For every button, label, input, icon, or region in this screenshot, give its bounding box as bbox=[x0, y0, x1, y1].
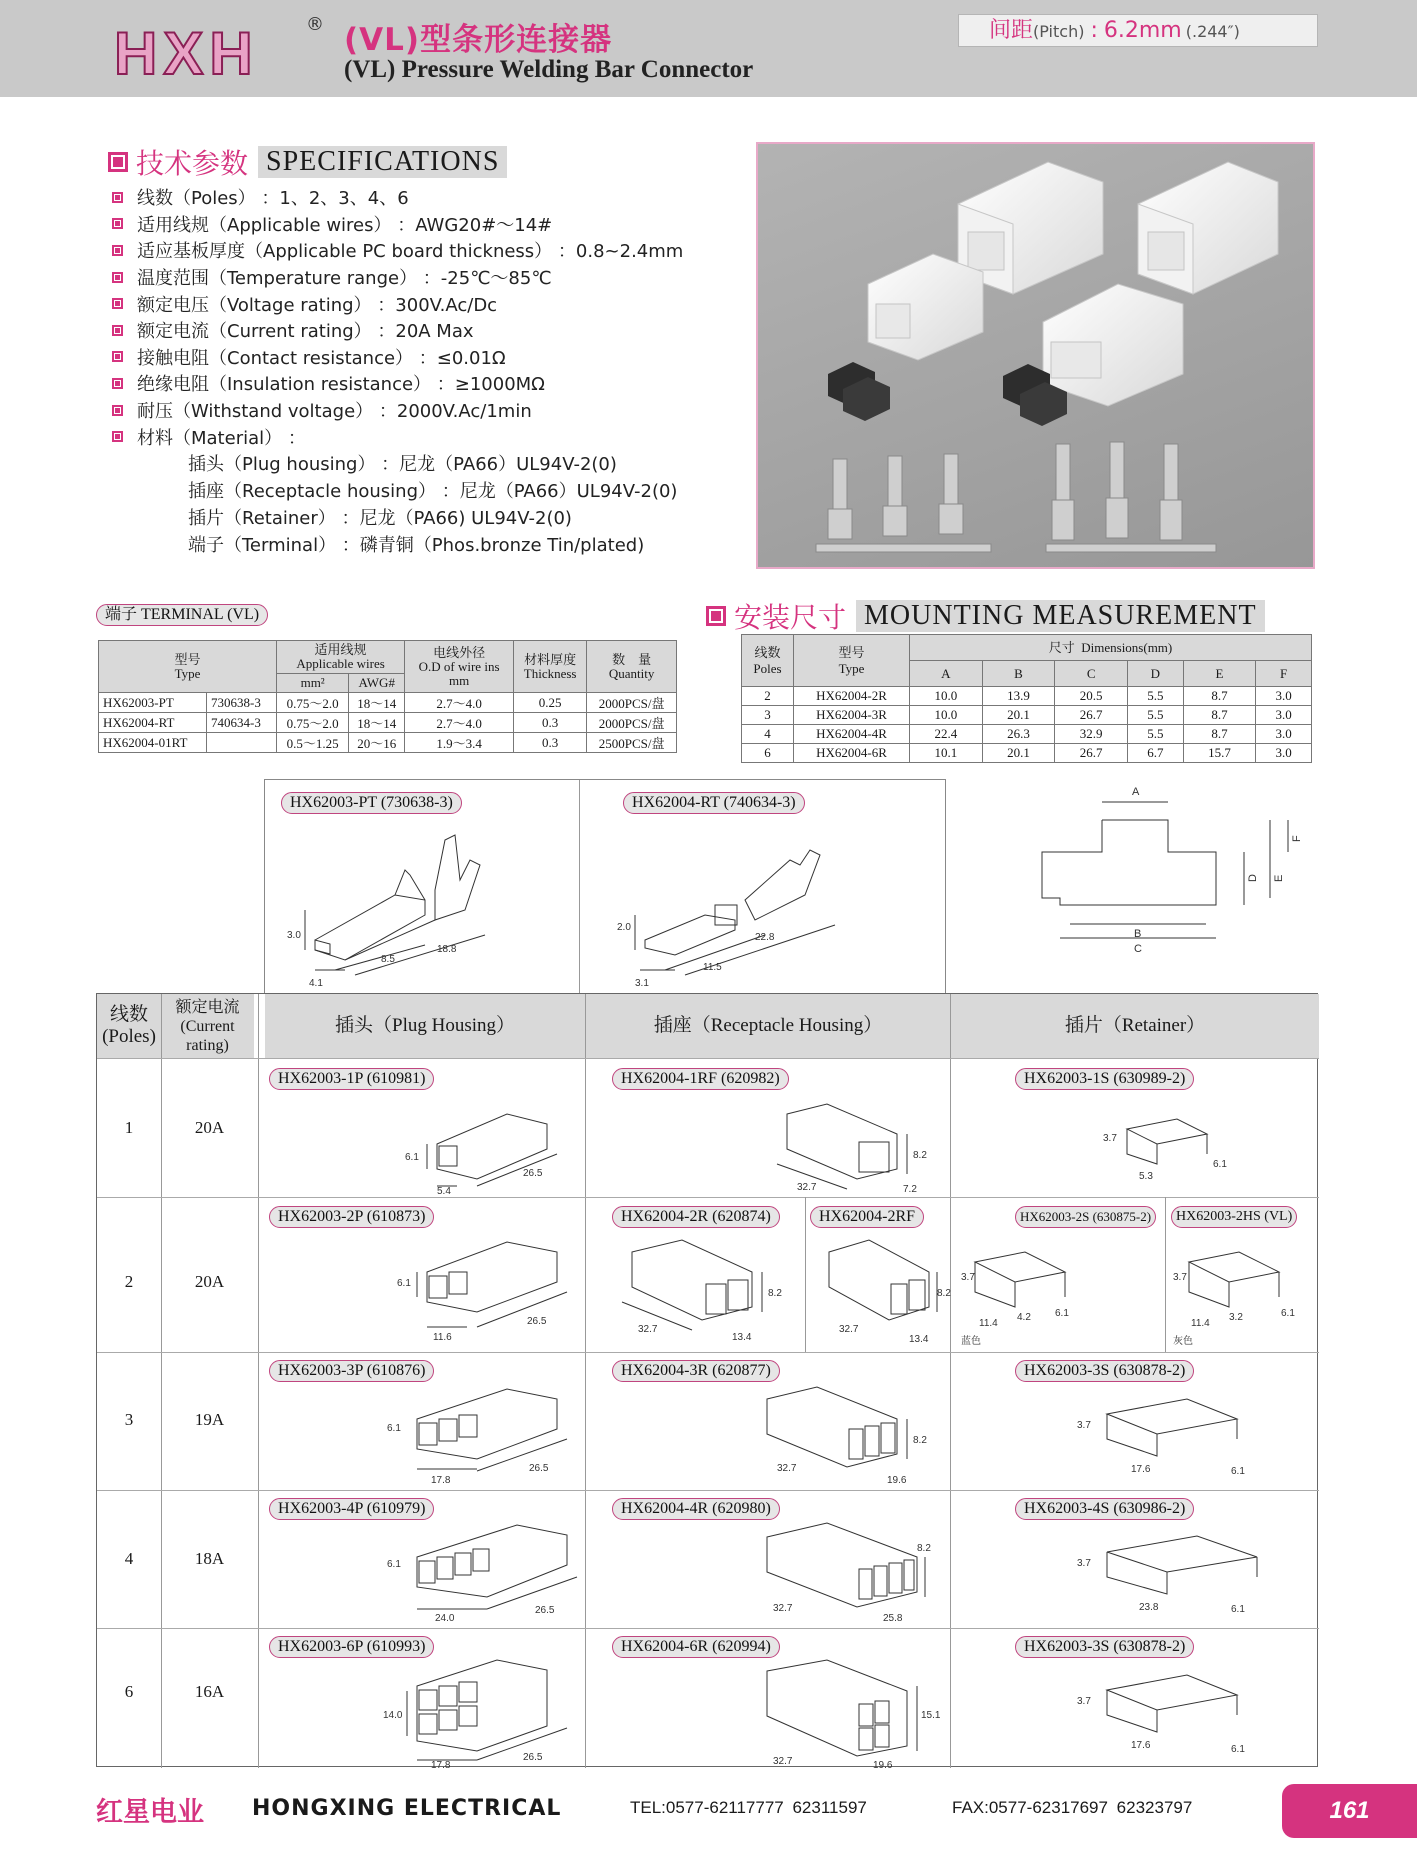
svg-text:3.7: 3.7 bbox=[1173, 1272, 1187, 1283]
material-item: 插头（Plug housing） ：尼龙（PA66）UL94V-2(0) bbox=[188, 454, 617, 476]
svg-text:19.6: 19.6 bbox=[887, 1475, 907, 1486]
grid-line bbox=[258, 994, 259, 1768]
grid-line bbox=[805, 1197, 806, 1352]
retainer-tag: HX62003-2HS (VL) bbox=[1171, 1206, 1297, 1228]
svg-text:6.1: 6.1 bbox=[1231, 1744, 1245, 1755]
row-poles: 2 bbox=[124, 1272, 134, 1291]
plug-drawing bbox=[377, 1656, 577, 1771]
receptacle-tag: HX62004-1RF (620982) bbox=[612, 1068, 789, 1090]
retainer-tag: HX62003-1S (630989-2) bbox=[1015, 1068, 1194, 1090]
terminal-table bbox=[98, 640, 677, 753]
terminal-type-header: 型号 Type bbox=[99, 641, 277, 693]
svg-text:17.8: 17.8 bbox=[431, 1760, 451, 1771]
svg-text:17.6: 17.6 bbox=[1131, 1740, 1151, 1751]
svg-text:3.2: 3.2 bbox=[1229, 1312, 1243, 1323]
specifications-title-cn: 技术参数 bbox=[136, 147, 249, 180]
row-current: 16A bbox=[194, 1682, 225, 1701]
terminal-rt-drawing bbox=[595, 820, 895, 990]
grid-line bbox=[950, 994, 951, 1768]
terminal-od-header: 电线外径 O.D of wire ins mm bbox=[405, 641, 514, 693]
pitch-label-cn: 间距 bbox=[989, 18, 1034, 43]
plug-tag: HX62003-4P (610979) bbox=[269, 1498, 434, 1520]
spec-item: 适应基板厚度（Applicable PC board thickness） ：0.8~2.4mm bbox=[112, 237, 683, 264]
bullet-icon bbox=[112, 325, 123, 336]
svg-text:8.2: 8.2 bbox=[768, 1288, 782, 1299]
material-item: 插座（Receptacle housing） ：尼龙（PA66）UL94V-2(0) bbox=[188, 481, 678, 503]
bullet-icon bbox=[112, 218, 123, 229]
svg-text:14.0: 14.0 bbox=[383, 1710, 403, 1721]
svg-text:6.1: 6.1 bbox=[1231, 1466, 1245, 1477]
svg-text:32.7: 32.7 bbox=[839, 1324, 859, 1335]
plug-drawing bbox=[377, 1517, 582, 1627]
plug-drawing bbox=[397, 1094, 577, 1197]
terminal-rt-tag: HX62004-RT (740634-3) bbox=[623, 792, 805, 814]
specifications-title-en: SPECIFICATIONS bbox=[258, 146, 507, 178]
company-name-cn: 红星电业 bbox=[96, 1797, 204, 1828]
svg-text:3.7: 3.7 bbox=[1077, 1420, 1091, 1431]
svg-text:8.2: 8.2 bbox=[917, 1543, 931, 1554]
terminal-awg-header: AWG# bbox=[349, 673, 405, 692]
svg-text:6.1: 6.1 bbox=[1213, 1159, 1227, 1170]
svg-text:26.5: 26.5 bbox=[535, 1605, 555, 1616]
svg-text:26.5: 26.5 bbox=[523, 1752, 543, 1763]
svg-text:HXH: HXH bbox=[114, 20, 259, 87]
page-footer bbox=[0, 1790, 1417, 1854]
grid-line bbox=[97, 1352, 1319, 1353]
svg-text:3.7: 3.7 bbox=[1077, 1558, 1091, 1569]
svg-text:13.4: 13.4 bbox=[909, 1334, 929, 1345]
grid-head-poles: 线数 (Poles) bbox=[97, 994, 161, 1058]
svg-text:11.6: 11.6 bbox=[433, 1332, 452, 1343]
terminal-quantity-header: 数 量 Quantity bbox=[587, 641, 677, 693]
registered-mark: ® bbox=[306, 14, 324, 35]
mounting-type-header: 型号 Type bbox=[794, 635, 910, 687]
svg-text:32.7: 32.7 bbox=[777, 1463, 797, 1474]
svg-text:25.8: 25.8 bbox=[883, 1613, 903, 1624]
bullet-icon bbox=[112, 431, 123, 442]
svg-text:32.7: 32.7 bbox=[773, 1756, 793, 1767]
svg-text:C: C bbox=[1134, 943, 1142, 955]
svg-text:8.2: 8.2 bbox=[937, 1288, 951, 1299]
svg-text:3.0: 3.0 bbox=[287, 930, 301, 941]
retainer-drawing bbox=[1067, 1660, 1287, 1764]
svg-text:E: E bbox=[1273, 874, 1285, 882]
svg-text:11.5: 11.5 bbox=[703, 962, 722, 973]
svg-text:A: A bbox=[1132, 786, 1140, 798]
page-title-en: (VL) Pressure Welding Bar Connector bbox=[344, 56, 754, 83]
divider bbox=[579, 780, 580, 995]
receptacle-drawing bbox=[737, 1517, 947, 1627]
svg-text:26.5: 26.5 bbox=[523, 1168, 543, 1179]
svg-text:15.1: 15.1 bbox=[921, 1710, 941, 1721]
mounting-dims-header: 尺寸 Dimensions(mm) bbox=[910, 635, 1312, 661]
row-poles: 6 bbox=[124, 1682, 134, 1701]
receptacle-drawing bbox=[757, 1094, 937, 1194]
bullet-icon bbox=[112, 272, 123, 283]
spec-item: 线数（Poles） ：1、2、3、4、6 bbox=[112, 184, 683, 211]
bullet-icon bbox=[112, 351, 123, 362]
receptacle-drawing bbox=[737, 1656, 947, 1771]
receptacle-tag: HX62004-3R (620877) bbox=[612, 1360, 780, 1382]
svg-text:6.1: 6.1 bbox=[387, 1423, 401, 1434]
terminal-pt-drawing bbox=[285, 820, 565, 990]
svg-text:24.0: 24.0 bbox=[435, 1613, 455, 1624]
retainer-tag: HX62003-3S (630878-2) bbox=[1015, 1636, 1194, 1658]
svg-text:蓝色: 蓝色 bbox=[961, 1336, 981, 1347]
svg-text:8.2: 8.2 bbox=[913, 1435, 927, 1446]
svg-text:6.1: 6.1 bbox=[387, 1559, 401, 1570]
receptacle-tag: HX62004-6R (620994) bbox=[612, 1636, 780, 1658]
spec-item: 材料（Material） ： bbox=[112, 423, 683, 450]
receptacle-drawing bbox=[737, 1379, 937, 1489]
svg-text:3.7: 3.7 bbox=[1077, 1696, 1091, 1707]
mounting-poles-header: 线数 Poles bbox=[742, 635, 794, 687]
product-grid bbox=[96, 993, 1318, 1771]
row-current: 19A bbox=[194, 1410, 225, 1429]
spec-item: 适用线规（Applicable wires） ：AWG20#～14# bbox=[112, 211, 683, 238]
svg-text:18.8: 18.8 bbox=[437, 944, 457, 955]
svg-text:5.3: 5.3 bbox=[1139, 1171, 1153, 1182]
svg-text:6.1: 6.1 bbox=[397, 1278, 411, 1289]
hxh-logo bbox=[112, 18, 302, 87]
svg-text:6.1: 6.1 bbox=[1231, 1604, 1245, 1615]
svg-text:3.7: 3.7 bbox=[1103, 1133, 1117, 1144]
footer-fax: FAX:0577-62317697 62323797 bbox=[952, 1798, 1193, 1817]
grid-line bbox=[97, 1197, 1319, 1198]
svg-text:3.1: 3.1 bbox=[635, 978, 649, 989]
grid-head-current: 额定电流 (Current rating) bbox=[161, 994, 254, 1058]
receptacle-tag: HX62004-4R (620980) bbox=[612, 1498, 780, 1520]
terminal-drawings-box bbox=[264, 779, 946, 994]
grid-line bbox=[97, 1058, 1319, 1059]
row-poles: 4 bbox=[124, 1549, 134, 1568]
material-item: 端子（Terminal） ：磷青铜（Phos.bronze Tin/plated) bbox=[188, 535, 645, 557]
pitch-value: 6.2mm bbox=[1103, 18, 1182, 43]
svg-text:6.1: 6.1 bbox=[405, 1152, 419, 1163]
pitch-label-en: (Pitch) bbox=[1033, 22, 1085, 41]
spec-item: 绝缘电阻（Insulation resistance） ：≥1000MΩ bbox=[112, 370, 683, 397]
plug-drawing bbox=[387, 1232, 577, 1347]
spec-item: 额定电压（Voltage rating） ：300V.Ac/Dc bbox=[112, 290, 683, 317]
pitch-colon: : bbox=[1090, 18, 1098, 43]
svg-text:17.8: 17.8 bbox=[431, 1475, 451, 1486]
terminal-pt-tag: HX62003-PT (730638-3) bbox=[281, 792, 462, 814]
mounting-title-en: MOUNTING MEASUREMENT bbox=[856, 600, 1265, 632]
grid-line bbox=[161, 994, 162, 1768]
svg-text:B: B bbox=[1134, 928, 1142, 940]
retainer-tag: HX62003-3S (630878-2) bbox=[1015, 1360, 1194, 1382]
mounting-heading bbox=[706, 596, 1265, 636]
svg-text:灰色: 灰色 bbox=[1173, 1336, 1193, 1347]
grid-line bbox=[585, 994, 586, 1768]
grid-line bbox=[1165, 1197, 1166, 1352]
spec-item: 接触电阻（Contact resistance） ：≤0.01Ω bbox=[112, 344, 683, 371]
receptacle-drawing bbox=[602, 1232, 802, 1347]
material-item: 插片（Retainer） ：尼龙（PA66) UL94V-2(0) bbox=[188, 508, 572, 530]
retainer-drawing bbox=[1067, 1522, 1297, 1622]
terminal-tag: 端子 TERMINAL (VL) bbox=[96, 604, 268, 626]
svg-text:6.1: 6.1 bbox=[1281, 1308, 1295, 1319]
svg-text:8.2: 8.2 bbox=[913, 1150, 927, 1161]
receptacle-tag: HX62004-2RF bbox=[810, 1206, 924, 1228]
terminal-thickness-header: 材料厚度 Thickness bbox=[514, 641, 587, 693]
grid-head-receptacle: 插座（Receptacle Housing） bbox=[586, 994, 950, 1058]
svg-text:17.6: 17.6 bbox=[1131, 1464, 1151, 1475]
terminals-strip bbox=[816, 442, 1216, 552]
receptacle-b-drawing bbox=[809, 1232, 949, 1347]
mounting-title-cn: 安装尺寸 bbox=[734, 601, 847, 634]
bullet-icon bbox=[112, 192, 123, 203]
svg-text:26.5: 26.5 bbox=[529, 1463, 549, 1474]
svg-text:26.5: 26.5 bbox=[527, 1316, 547, 1327]
terminal-mm2-header: mm² bbox=[277, 673, 349, 692]
specifications-heading bbox=[108, 142, 507, 182]
grid-line bbox=[97, 1628, 1319, 1629]
svg-text:32.7: 32.7 bbox=[773, 1603, 793, 1614]
svg-text:32.7: 32.7 bbox=[638, 1324, 658, 1335]
row-current: 20A bbox=[194, 1118, 225, 1137]
svg-text:F: F bbox=[1291, 835, 1303, 842]
svg-text:23.8: 23.8 bbox=[1139, 1602, 1159, 1613]
row-current: 18A bbox=[194, 1549, 225, 1568]
receptacle-tag: HX62004-2R (620874) bbox=[612, 1206, 780, 1228]
svg-text:4.2: 4.2 bbox=[1017, 1312, 1031, 1323]
page-number: 161 bbox=[1282, 1784, 1417, 1838]
housing-small-left bbox=[868, 254, 983, 360]
mounting-diagram bbox=[1030, 780, 1310, 960]
heading-bullet bbox=[108, 152, 128, 172]
retainer-drawing bbox=[1067, 1384, 1287, 1484]
plug-tag: HX62003-3P (610876) bbox=[269, 1360, 434, 1382]
mounting-table: 线数 Poles 型号 Type 尺寸 Dimensions(mm) A B C D E F 2 HX62004-2R 10.0 13.9 20.5 5.5 8.7 3.0 3 HX62004-3R 10.0 20.1 26.7 5.5 8.7 3.0 4 HX62004-4R 22.4 26.3 32.9 5.5 8.7 3.0 6 HX62004-6R 10.1 20.1 26.7 6.7 15.7 3.0 bbox=[741, 634, 1312, 763]
svg-text:11.4: 11.4 bbox=[1191, 1318, 1210, 1329]
svg-text:8.5: 8.5 bbox=[381, 954, 395, 965]
table-row: 3 HX62004-3R 10.0 20.1 26.7 5.5 8.7 3.0 bbox=[742, 706, 1312, 725]
footer-tel: TEL:0577-62117777 62311597 bbox=[630, 1798, 867, 1817]
product-photo bbox=[756, 142, 1315, 569]
row-poles: 3 bbox=[124, 1410, 134, 1429]
table-row: HX62004-RT 740634-3 0.75～2.0 18～14 2.7～4.0 0.3 2000PCS/盘 bbox=[99, 713, 677, 733]
page-title-cn: (VL)型条形连接器 bbox=[344, 22, 613, 58]
pitch-box bbox=[958, 14, 1318, 47]
company-name-en: HONGXING ELECTRICAL bbox=[252, 1796, 562, 1821]
svg-text:2.0: 2.0 bbox=[617, 922, 631, 933]
retainer-b-drawing bbox=[1169, 1232, 1317, 1350]
table-row: 4 HX62004-4R 22.4 26.3 32.9 5.5 8.7 3.0 bbox=[742, 725, 1312, 744]
row-poles: 1 bbox=[124, 1118, 134, 1137]
svg-text:13.4: 13.4 bbox=[732, 1332, 752, 1343]
bullet-icon bbox=[112, 405, 123, 416]
plug-tag: HX62003-6P (610993) bbox=[269, 1636, 434, 1658]
housing-large-right bbox=[1138, 162, 1278, 294]
svg-text:6.1: 6.1 bbox=[1055, 1308, 1069, 1319]
grid-head-plug: 插头（Plug Housing） bbox=[265, 994, 585, 1058]
svg-text:4.1: 4.1 bbox=[309, 978, 323, 989]
terminal-wires-header: 适用线规 Applicable wires bbox=[277, 641, 405, 674]
grid-head-retainer: 插片（Retainer） bbox=[951, 994, 1319, 1058]
spec-item: 额定电流（Current rating） ：20A Max bbox=[112, 317, 683, 344]
retainer-drawing bbox=[1097, 1109, 1257, 1189]
retainer-drawing bbox=[955, 1232, 1165, 1350]
table-row: HX62004-01RT 0.5～1.25 20～16 1.9～3.4 0.3 2500PCS/盘 bbox=[99, 733, 677, 753]
housing-small-right bbox=[1043, 284, 1183, 406]
plug-tag: HX62003-2P (610873) bbox=[269, 1206, 434, 1228]
bullet-icon bbox=[112, 298, 123, 309]
product-photo-illustration bbox=[758, 144, 1317, 571]
bullet-icon bbox=[112, 378, 123, 389]
pitch-inch: (.244″) bbox=[1185, 22, 1240, 41]
retainer-tag: HX62003-2S (630875-2) bbox=[1015, 1206, 1156, 1228]
retainers-black bbox=[828, 362, 1067, 426]
plug-tag: HX62003-1P (610981) bbox=[269, 1068, 434, 1090]
svg-text:D: D bbox=[1247, 874, 1259, 882]
table-row: 6 HX62004-6R 10.1 20.1 26.7 6.7 15.7 3.0 bbox=[742, 744, 1312, 763]
svg-text:5.4: 5.4 bbox=[437, 1186, 451, 1197]
table-row: HX62003-PT 730638-3 0.75～2.0 18～14 2.7～4.0 0.25 2000PCS/盘 bbox=[99, 693, 677, 713]
spec-item: 耐压（Withstand voltage） ：2000V.Ac/1min bbox=[112, 397, 683, 424]
heading-bullet bbox=[706, 606, 726, 626]
svg-text:11.4: 11.4 bbox=[979, 1318, 998, 1329]
svg-text:7.2: 7.2 bbox=[903, 1184, 917, 1195]
svg-text:22.8: 22.8 bbox=[755, 932, 775, 943]
row-current: 20A bbox=[194, 1272, 225, 1291]
specifications-list bbox=[112, 184, 683, 558]
svg-text:32.7: 32.7 bbox=[797, 1182, 817, 1193]
page-header bbox=[0, 0, 1417, 97]
svg-text:19.6: 19.6 bbox=[873, 1760, 893, 1771]
retainer-tag: HX62003-4S (630986-2) bbox=[1015, 1498, 1194, 1520]
spec-item: 温度范围（Temperature range） ：-25℃～85℃ bbox=[112, 264, 683, 291]
plug-drawing bbox=[377, 1379, 577, 1489]
svg-text:3.7: 3.7 bbox=[961, 1272, 975, 1283]
grid-line bbox=[97, 1490, 1319, 1491]
bullet-icon bbox=[112, 245, 123, 256]
table-row: 2 HX62004-2R 10.0 13.9 20.5 5.5 8.7 3.0 bbox=[742, 687, 1312, 706]
